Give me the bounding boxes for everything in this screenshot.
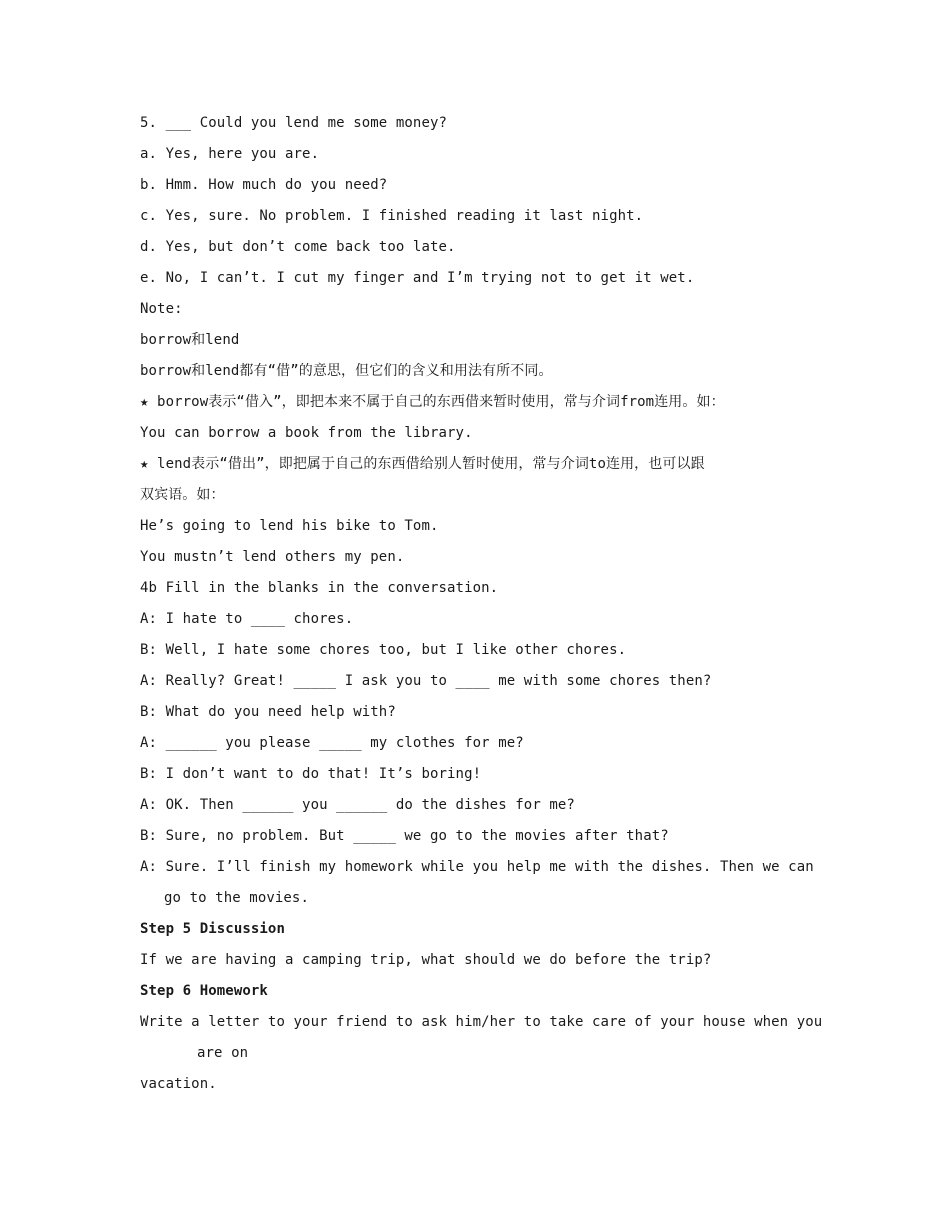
step-6-heading: Step 6 Homework: [140, 983, 268, 999]
step-5-heading: Step 5 Discussion: [140, 921, 285, 937]
exercise-4b-heading: 4b Fill in the blanks in the conversation.: [140, 580, 499, 596]
note-heading: Note:: [140, 301, 183, 317]
discussion-question: If we are having a camping trip, what should we do before the trip?: [140, 952, 712, 968]
note-topic: borrow和lend: [140, 332, 240, 348]
note-borrow-example: You can borrow a book from the library.: [140, 425, 473, 441]
homework-text: Write a letter to your friend to ask him/her to take care of your house when you: [140, 1014, 823, 1030]
conversation-line: A: OK. Then ______ you ______ do the dishes for me?: [140, 797, 575, 813]
document-page: [140, 108, 830, 1100]
note-borrow: ★ borrow表示“借入”，即把本来不属于自己的东西借来暂时使用，常与介词from连用。如：: [140, 394, 725, 410]
conversation-line: B: What do you need help with?: [140, 704, 396, 720]
option-d: d. Yes, but don’t come back too late.: [140, 239, 456, 255]
homework-text-end: vacation.: [140, 1076, 217, 1092]
note-lend-example-1: He’s going to lend his bike to Tom.: [140, 518, 439, 534]
option-c: c. Yes, sure. No problem. I finished reading it last night.: [140, 208, 644, 224]
note-lend-continued: 双宾语。如：: [140, 487, 225, 503]
homework-text-continued: are on: [197, 1045, 249, 1061]
note-intro: borrow和lend都有“借”的意思，但它们的含义和用法有所不同。: [140, 363, 553, 379]
conversation-line: B: I don’t want to do that! It’s boring!: [140, 766, 482, 782]
conversation-line: B: Sure, no problem. But _____ we go to the movies after that?: [140, 828, 669, 844]
note-lend: ★ lend表示“借出”，即把属于自己的东西借给别人暂时使用，常与介词to连用，也可以跟: [140, 456, 705, 472]
conversation-line-continued: go to the movies.: [164, 890, 309, 906]
question-5: 5. ___ Could you lend me some money?: [140, 115, 448, 131]
conversation-line: B: Well, I hate some chores too, but I like other chores.: [140, 642, 627, 658]
conversation-line: A: ______ you please _____ my clothes for me?: [140, 735, 524, 751]
option-a: a. Yes, here you are.: [140, 146, 320, 162]
option-b: b. Hmm. How much do you need?: [140, 177, 388, 193]
note-lend-example-2: You mustn’t lend others my pen.: [140, 549, 405, 565]
conversation-line: A: Sure. I’ll finish my homework while you help me with the dishes. Then we can: [140, 859, 814, 875]
conversation-line: A: I hate to ____ chores.: [140, 611, 354, 627]
option-e: e. No, I can’t. I cut my finger and I’m trying not to get it wet.: [140, 270, 695, 286]
conversation-line: A: Really? Great! _____ I ask you to ____ me with some chores then?: [140, 673, 712, 689]
